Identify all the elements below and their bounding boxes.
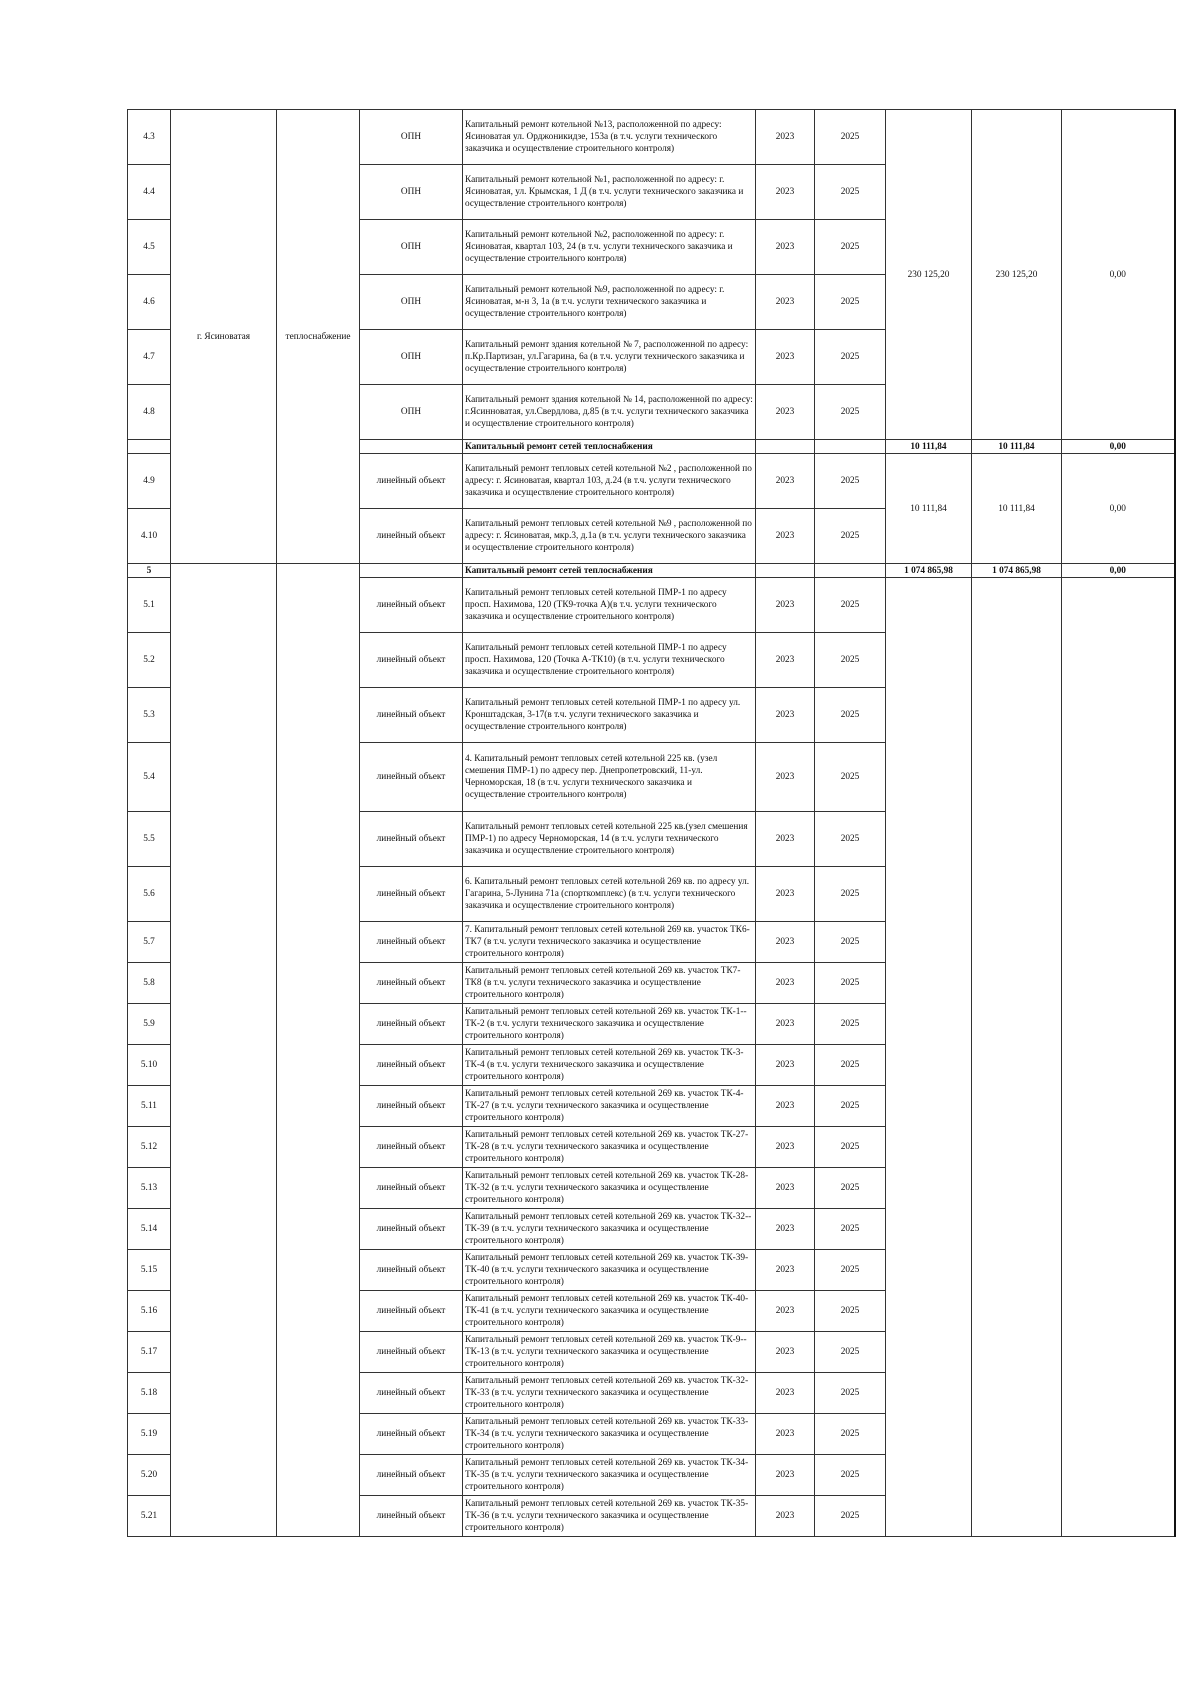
fund-cost-cell: 10 111,84: [972, 454, 1062, 564]
description-cell: Капитальный ремонт тепловых сетей котельной 225 кв.(узел смешения ПМР-1) по адресу Черноморская, 14 (в т.ч. услуги технического заказчика и осуществление строительного контроля): [463, 812, 756, 867]
row-number-cell: 5.2: [128, 633, 171, 688]
description-cell: 4. Капитальный ремонт тепловых сетей котельной 225 кв. (узел смешения ПМР-1) по адресу пер. Днепропетровский, 11-ул. Черноморская, 18 (в т.ч. услуги технического заказчика и осуществление строительного контроля): [463, 743, 756, 812]
description-cell: Капитальный ремонт тепловых сетей котельной №2 , расположенной по адресу: г. Ясиноватая, квартал 103, д.24 (в т.ч. услуги технического заказчика и осуществление строительного контроля): [463, 454, 756, 509]
end-year-cell: 2025: [815, 330, 886, 385]
subtotal-other-cell: 0,00: [1062, 440, 1175, 454]
end-year-cell: 2025: [815, 1291, 886, 1332]
end-year-cell: 2025: [815, 963, 886, 1004]
type-cell: ОПН: [360, 275, 463, 330]
type-cell: линейный объект: [360, 743, 463, 812]
end-year-cell: 2025: [815, 1127, 886, 1168]
description-cell: Капитальный ремонт тепловых сетей котельной 269 кв. участок ТК-39-ТК-40 (в т.ч. услуги технического заказчика и осуществление строительного контроля): [463, 1250, 756, 1291]
fund-cost-cell: 230 125,20: [972, 110, 1062, 440]
type-cell: [360, 440, 463, 454]
end-year-cell: 2025: [815, 633, 886, 688]
row-number-cell: 5.19: [128, 1414, 171, 1455]
row-number-cell: 5.13: [128, 1168, 171, 1209]
end-year-cell: 2025: [815, 922, 886, 963]
other-cost-cell: 0,00: [1062, 454, 1175, 564]
start-year-cell: 2023: [756, 1332, 815, 1373]
end-year-cell: 2025: [815, 1496, 886, 1537]
description-cell: Капитальный ремонт тепловых сетей котельной 269 кв. участок ТК-32--ТК-39 (в т.ч. услуги технического заказчика и осуществление строительного контроля): [463, 1209, 756, 1250]
type-cell: ОПН: [360, 385, 463, 440]
start-year-cell: 2023: [756, 1455, 815, 1496]
start-year-cell: 2023: [756, 867, 815, 922]
row-number-cell: 5.7: [128, 922, 171, 963]
section-header-row: [128, 564, 1175, 578]
end-year-cell: 2025: [815, 165, 886, 220]
total-cost-cell: 230 125,20: [886, 110, 972, 440]
type-cell: линейный объект: [360, 509, 463, 564]
subtotal-total-cell: 10 111,84: [886, 440, 972, 454]
row-number-cell: 4.4: [128, 165, 171, 220]
row-number-cell: 4.9: [128, 454, 171, 509]
start-year-cell: 2023: [756, 1373, 815, 1414]
description-cell: Капитальный ремонт котельной №1, расположенной по адресу: г. Ясиноватая, ул. Крымская, 1 Д (в т.ч. услуги технического заказчика и осуществление строительного контроля): [463, 165, 756, 220]
start-year-cell: 2023: [756, 1496, 815, 1537]
end-year-cell: 2025: [815, 1209, 886, 1250]
row-number-cell: 5: [128, 564, 171, 578]
end-year-cell: 2025: [815, 1414, 886, 1455]
start-year-cell: 2023: [756, 688, 815, 743]
start-year-cell: 2023: [756, 1209, 815, 1250]
type-cell: линейный объект: [360, 1045, 463, 1086]
description-cell: Капитальный ремонт здания котельной № 14, расположенной по адресу: г.Ясинноватая, ул.Свердлова, д.85 (в т.ч. услуги технического заказчика и осуществление строительного контроля): [463, 385, 756, 440]
row-number-cell: 5.16: [128, 1291, 171, 1332]
table-row: [128, 110, 1175, 165]
description-cell: Капитальный ремонт тепловых сетей котельной 269 кв. участок ТК-32-ТК-33 (в т.ч. услуги технического заказчика и осуществление строительного контроля): [463, 1373, 756, 1414]
city-cell: [171, 564, 277, 1537]
row-number-cell: 5.21: [128, 1496, 171, 1537]
description-cell: Капитальный ремонт тепловых сетей котельной 269 кв. участок ТК-40-ТК-41 (в т.ч. услуги технического заказчика и осуществление строительного контроля): [463, 1291, 756, 1332]
type-cell: ОПН: [360, 220, 463, 275]
subtotal-title: Капитальный ремонт сетей теплоснабжения: [463, 440, 756, 454]
section-fund-cell: 1 074 865,98: [972, 564, 1062, 578]
start-year-cell: 2023: [756, 1168, 815, 1209]
start-year-cell: 2023: [756, 1127, 815, 1168]
end-year-cell: 2025: [815, 812, 886, 867]
row-number-cell: 5.17: [128, 1332, 171, 1373]
end-year-cell: 2025: [815, 1086, 886, 1127]
description-cell: Капитальный ремонт котельной №9, расположенной по адресу: г. Ясиноватая, м-н 3, 1а (в т.ч. услуги технического заказчика и осуществление строительного контроля): [463, 275, 756, 330]
type-cell: линейный объект: [360, 1373, 463, 1414]
start-year-cell: 2023: [756, 633, 815, 688]
start-year-cell: 2023: [756, 743, 815, 812]
end-year-cell: 2025: [815, 1168, 886, 1209]
description-cell: Капитальный ремонт тепловых сетей котельной 269 кв. участок ТК-4-ТК-27 (в т.ч. услуги технического заказчика и осуществление строительного контроля): [463, 1086, 756, 1127]
end-year-cell: 2025: [815, 1332, 886, 1373]
type-cell: линейный объект: [360, 578, 463, 633]
description-cell: Капитальный ремонт тепловых сетей котельной ПМР-1 по адресу просп. Нахимова, 120 (ТК9-точка А)(в т.ч. услуги технического заказчика и осуществление строительного контроля): [463, 578, 756, 633]
start-year-cell: 2023: [756, 963, 815, 1004]
other-cost-cell: 0,00: [1062, 110, 1175, 440]
row-number-cell: 5.1: [128, 578, 171, 633]
end-year-cell: 2025: [815, 509, 886, 564]
start-year-cell: 2023: [756, 1291, 815, 1332]
other-cost-cell: [1062, 578, 1175, 1537]
type-cell: ОПН: [360, 330, 463, 385]
start-year-cell: 2023: [756, 330, 815, 385]
description-cell: Капитальный ремонт тепловых сетей котельной ПМР-1 по адресу ул. Кронштадская, 3-17(в т.ч. услуги технического заказчика и осуществление строительного контроля): [463, 688, 756, 743]
row-number-cell: 4.5: [128, 220, 171, 275]
row-number-cell: [128, 440, 171, 454]
end-year-cell: 2025: [815, 1373, 886, 1414]
start-year-cell: 2023: [756, 1250, 815, 1291]
type-cell: линейный объект: [360, 963, 463, 1004]
description-cell: 6. Капитальный ремонт тепловых сетей котельной 269 кв. по адресу ул. Гагарина, 5-Лунина 71а (спорткомплекс) (в т.ч. услуги технического заказчика и осуществление строительного контроля): [463, 867, 756, 922]
description-cell: Капитальный ремонт тепловых сетей котельной 269 кв. участок ТК-27-ТК-28 (в т.ч. услуги технического заказчика и осуществление строительного контроля): [463, 1127, 756, 1168]
start-year-cell: 2023: [756, 922, 815, 963]
total-cost-cell: 10 111,84: [886, 454, 972, 564]
end-year-cell: 2025: [815, 1455, 886, 1496]
type-cell: [360, 564, 463, 578]
type-cell: линейный объект: [360, 1250, 463, 1291]
type-cell: линейный объект: [360, 1209, 463, 1250]
end-year-cell: [815, 564, 886, 578]
end-year-cell: 2025: [815, 688, 886, 743]
description-cell: 7. Капитальный ремонт тепловых сетей котельной 269 кв. участок ТК6-ТК7 (в т.ч. услуги технического заказчика и осуществление строительного контроля): [463, 922, 756, 963]
description-cell: Капитальный ремонт котельной №2, расположенной по адресу: г. Ясиноватая, квартал 103, 24 (в т.ч. услуги технического заказчика и осуществление строительного контроля): [463, 220, 756, 275]
description-cell: Капитальный ремонт тепловых сетей котельной 269 кв. участок ТК-34-ТК-35 (в т.ч. услуги технического заказчика и осуществление строительного контроля): [463, 1455, 756, 1496]
row-number-cell: 4.10: [128, 509, 171, 564]
row-number-cell: 5.11: [128, 1086, 171, 1127]
type-cell: линейный объект: [360, 1455, 463, 1496]
description-cell: Капитальный ремонт тепловых сетей котельной 269 кв. участок ТК-33-ТК-34 (в т.ч. услуги технического заказчика и осуществление строительного контроля): [463, 1414, 756, 1455]
fund-cost-cell: [972, 578, 1062, 1537]
row-number-cell: 5.12: [128, 1127, 171, 1168]
start-year-cell: 2023: [756, 812, 815, 867]
end-year-cell: 2025: [815, 743, 886, 812]
start-year-cell: 2023: [756, 1414, 815, 1455]
type-cell: линейный объект: [360, 1127, 463, 1168]
row-number-cell: 4.6: [128, 275, 171, 330]
type-cell: линейный объект: [360, 1291, 463, 1332]
type-cell: линейный объект: [360, 1414, 463, 1455]
end-year-cell: 2025: [815, 578, 886, 633]
start-year-cell: [756, 564, 815, 578]
row-number-cell: 5.18: [128, 1373, 171, 1414]
end-year-cell: 2025: [815, 220, 886, 275]
row-number-cell: 5.8: [128, 963, 171, 1004]
section-other-cell: 0,00: [1062, 564, 1175, 578]
start-year-cell: 2023: [756, 578, 815, 633]
subtotal-fund-cell: 10 111,84: [972, 440, 1062, 454]
row-number-cell: 4.3: [128, 110, 171, 165]
sector-cell: [277, 564, 360, 1537]
type-cell: ОПН: [360, 110, 463, 165]
description-cell: Капитальный ремонт тепловых сетей котельной №9 , расположенной по адресу: г. Ясиноватая, мкр.3, д.1а (в т.ч. услуги технического заказчика и осуществление строительного контроля): [463, 509, 756, 564]
start-year-cell: 2023: [756, 385, 815, 440]
type-cell: линейный объект: [360, 922, 463, 963]
row-number-cell: 5.5: [128, 812, 171, 867]
end-year-cell: 2025: [815, 1045, 886, 1086]
description-cell: Капитальный ремонт тепловых сетей котельной 269 кв. участок ТК-3-ТК-4 (в т.ч. услуги технического заказчика и осуществление строительного контроля): [463, 1045, 756, 1086]
end-year-cell: 2025: [815, 110, 886, 165]
description-cell: Капитальный ремонт тепловых сетей котельной 269 кв. участок ТК-28-ТК-32 (в т.ч. услуги технического заказчика и осуществление строительного контроля): [463, 1168, 756, 1209]
description-cell: Капитальный ремонт тепловых сетей котельной ПМР-1 по адресу просп. Нахимова, 120 (Точка А-ТК10) (в т.ч. услуги технического заказчика и осуществление строительного контроля): [463, 633, 756, 688]
type-cell: линейный объект: [360, 1004, 463, 1045]
row-number-cell: 5.20: [128, 1455, 171, 1496]
start-year-cell: 2023: [756, 220, 815, 275]
start-year-cell: 2023: [756, 275, 815, 330]
row-number-cell: 5.15: [128, 1250, 171, 1291]
section-title: Капитальный ремонт сетей теплоснабжения: [463, 564, 756, 578]
end-year-cell: 2025: [815, 1004, 886, 1045]
total-cost-cell: [886, 578, 972, 1537]
start-year-cell: 2023: [756, 1004, 815, 1045]
start-year-cell: 2023: [756, 1086, 815, 1127]
description-cell: Капитальный ремонт здания котельной № 7, расположенной по адресу: п.Кр.Партизан, ул.Гагарина, 6а (в т.ч. услуги технического заказчика и осуществление строительного контроля): [463, 330, 756, 385]
row-number-cell: 5.3: [128, 688, 171, 743]
end-year-cell: [815, 440, 886, 454]
start-year-cell: 2023: [756, 110, 815, 165]
row-number-cell: 5.9: [128, 1004, 171, 1045]
type-cell: линейный объект: [360, 1086, 463, 1127]
row-number-cell: 5.10: [128, 1045, 171, 1086]
sector-cell: теплоснабжение: [277, 110, 360, 564]
start-year-cell: 2023: [756, 1045, 815, 1086]
start-year-cell: 2023: [756, 454, 815, 509]
row-number-cell: 4.7: [128, 330, 171, 385]
program-table: [127, 109, 1176, 1537]
type-cell: ОПН: [360, 165, 463, 220]
start-year-cell: [756, 440, 815, 454]
end-year-cell: 2025: [815, 275, 886, 330]
type-cell: линейный объект: [360, 633, 463, 688]
type-cell: линейный объект: [360, 812, 463, 867]
description-cell: Капитальный ремонт тепловых сетей котельной 269 кв. участок ТК7-ТК8 (в т.ч. услуги технического заказчика и осуществление строительного контроля): [463, 963, 756, 1004]
type-cell: линейный объект: [360, 1332, 463, 1373]
section-total-cell: 1 074 865,98: [886, 564, 972, 578]
type-cell: линейный объект: [360, 688, 463, 743]
row-number-cell: 5.6: [128, 867, 171, 922]
row-number-cell: 5.14: [128, 1209, 171, 1250]
type-cell: линейный объект: [360, 454, 463, 509]
type-cell: линейный объект: [360, 1168, 463, 1209]
description-cell: Капитальный ремонт тепловых сетей котельной 269 кв. участок ТК-1--ТК-2 (в т.ч. услуги технического заказчика и осуществление строительного контроля): [463, 1004, 756, 1045]
description-cell: Капитальный ремонт тепловых сетей котельной 269 кв. участок ТК-9--ТК-13 (в т.ч. услуги технического заказчика и осуществление строительного контроля): [463, 1332, 756, 1373]
end-year-cell: 2025: [815, 1250, 886, 1291]
start-year-cell: 2023: [756, 165, 815, 220]
type-cell: линейный объект: [360, 1496, 463, 1537]
description-cell: Капитальный ремонт тепловых сетей котельной 269 кв. участок ТК-35-ТК-36 (в т.ч. услуги технического заказчика и осуществление строительного контроля): [463, 1496, 756, 1537]
end-year-cell: 2025: [815, 454, 886, 509]
end-year-cell: 2025: [815, 867, 886, 922]
type-cell: линейный объект: [360, 867, 463, 922]
end-year-cell: 2025: [815, 385, 886, 440]
start-year-cell: 2023: [756, 509, 815, 564]
row-number-cell: 4.8: [128, 385, 171, 440]
description-cell: Капитальный ремонт котельной №13, расположенной по адресу: Ясиноватая ул. Орджоникидзе, 153а (в т.ч. услуги технического заказчика и осуществление строительного контроля): [463, 110, 756, 165]
row-number-cell: 5.4: [128, 743, 171, 812]
city-cell: г. Ясиноватая: [171, 110, 277, 564]
